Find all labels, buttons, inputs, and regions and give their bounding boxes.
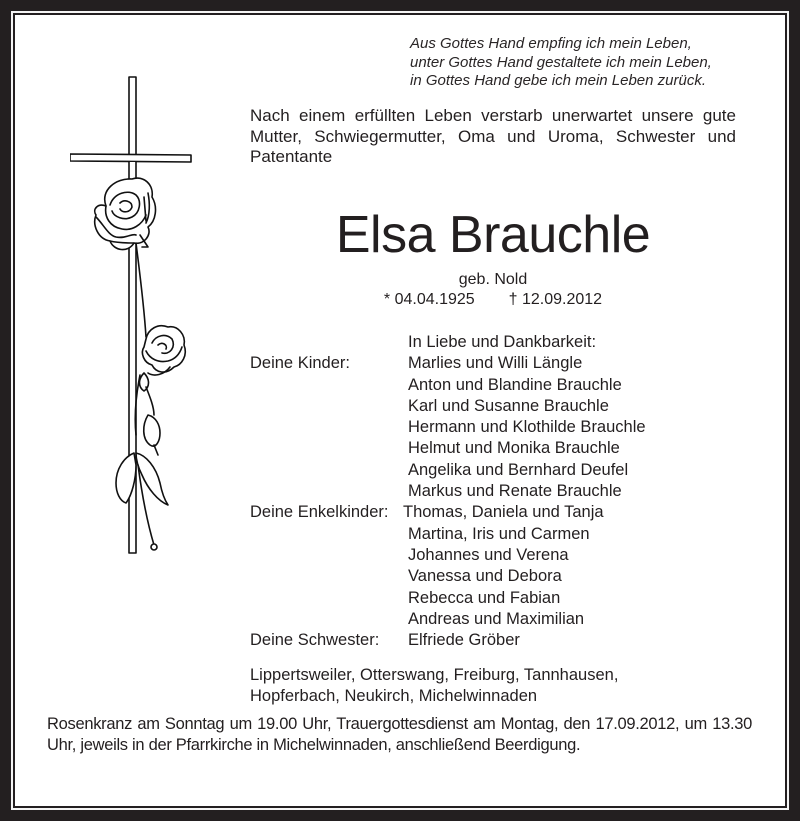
list-item <box>250 502 730 523</box>
list-item <box>250 566 730 587</box>
death-date: † 12.09.2012 <box>508 291 603 308</box>
mourner-name: Helmut und Monika Brauchle <box>408 439 620 458</box>
list-item <box>250 609 730 630</box>
mourner-name: Karl und Susanne Brauchle <box>408 396 609 415</box>
mourner-name: Markus und Renate Brauchle <box>408 482 622 501</box>
list-item <box>250 545 730 566</box>
list-item <box>250 481 730 502</box>
list-item <box>250 588 730 609</box>
funeral-service-info: Rosenkranz am Sonntag um 19.00 Uhr, Trauergottesdienst am Montag, den 17.09.2012, um 13.30 Uhr, jeweils in der Pfarrkirche in Michelwinnaden, anschließend Beerdigung. <box>47 715 752 754</box>
mourner-name: Thomas, Daniela und Tanja <box>403 503 604 522</box>
mourner-name: Elfriede Gröber <box>408 631 520 650</box>
places-line: Hopferbach, Neukirch, Michelwinnaden <box>250 687 538 705</box>
list-item <box>250 417 730 438</box>
mourners-heading-row <box>250 332 730 353</box>
group-label-children: Deine Kinder: <box>250 354 350 373</box>
motto-line: unter Gottes Hand gestaltete ich mein Leben, <box>410 53 712 71</box>
list-item <box>250 524 730 545</box>
list-item <box>250 630 730 651</box>
birth-name: geb. Nold <box>458 271 528 288</box>
obituary-frame-inner-line <box>13 13 787 808</box>
mourner-name: Hermann und Klothilde Brauchle <box>408 418 646 437</box>
motto-line: in Gottes Hand gebe ich mein Leben zurück. <box>410 72 707 89</box>
life-dates <box>250 290 736 310</box>
group-label-sister: Deine Schwester: <box>250 631 380 650</box>
deceased-name: Elsa Brauchle <box>335 206 651 264</box>
mourner-name: Andreas und Maximilian <box>408 609 585 628</box>
list-item <box>250 460 730 481</box>
motto-line: Aus Gottes Hand empfing ich mein Leben, <box>410 35 692 52</box>
places-list <box>250 665 730 707</box>
list-item <box>250 438 730 459</box>
mourners-heading: In Liebe und Dankbarkeit: <box>408 333 597 351</box>
motto-verse <box>410 35 712 91</box>
list-item <box>250 353 730 374</box>
list-item <box>250 396 730 417</box>
mourner-name: Vanessa und Debora <box>408 567 562 586</box>
birth-date: * 04.04.1925 <box>383 291 475 308</box>
intro-paragraph: Nach einem erfüllten Leben verstarb unerwartet unsere gute Mutter, Schwiegermutter, Oma und Uroma, Schwester und Patentante <box>250 106 736 166</box>
places-line: Lippertsweiler, Otterswang, Freiburg, Tannhausen, <box>250 666 619 684</box>
mourner-name: Martina, Iris und Carmen <box>408 524 590 543</box>
mourner-name: Anton und Blandine Brauchle <box>408 375 622 394</box>
mourners-list <box>250 332 730 651</box>
cross-with-roses-icon <box>70 75 200 615</box>
mourner-name: Johannes und Verena <box>408 545 569 564</box>
mourner-name: Angelika und Bernhard Deufel <box>408 460 629 479</box>
obituary-notice <box>15 15 785 806</box>
obituary-frame-outer-line <box>11 11 789 810</box>
mourner-name: Marlies und Willi Längle <box>408 354 583 373</box>
group-label-grandchildren: Deine Enkelkinder: <box>250 503 389 522</box>
mourner-name: Rebecca und Fabian <box>408 588 561 607</box>
list-item <box>250 375 730 396</box>
